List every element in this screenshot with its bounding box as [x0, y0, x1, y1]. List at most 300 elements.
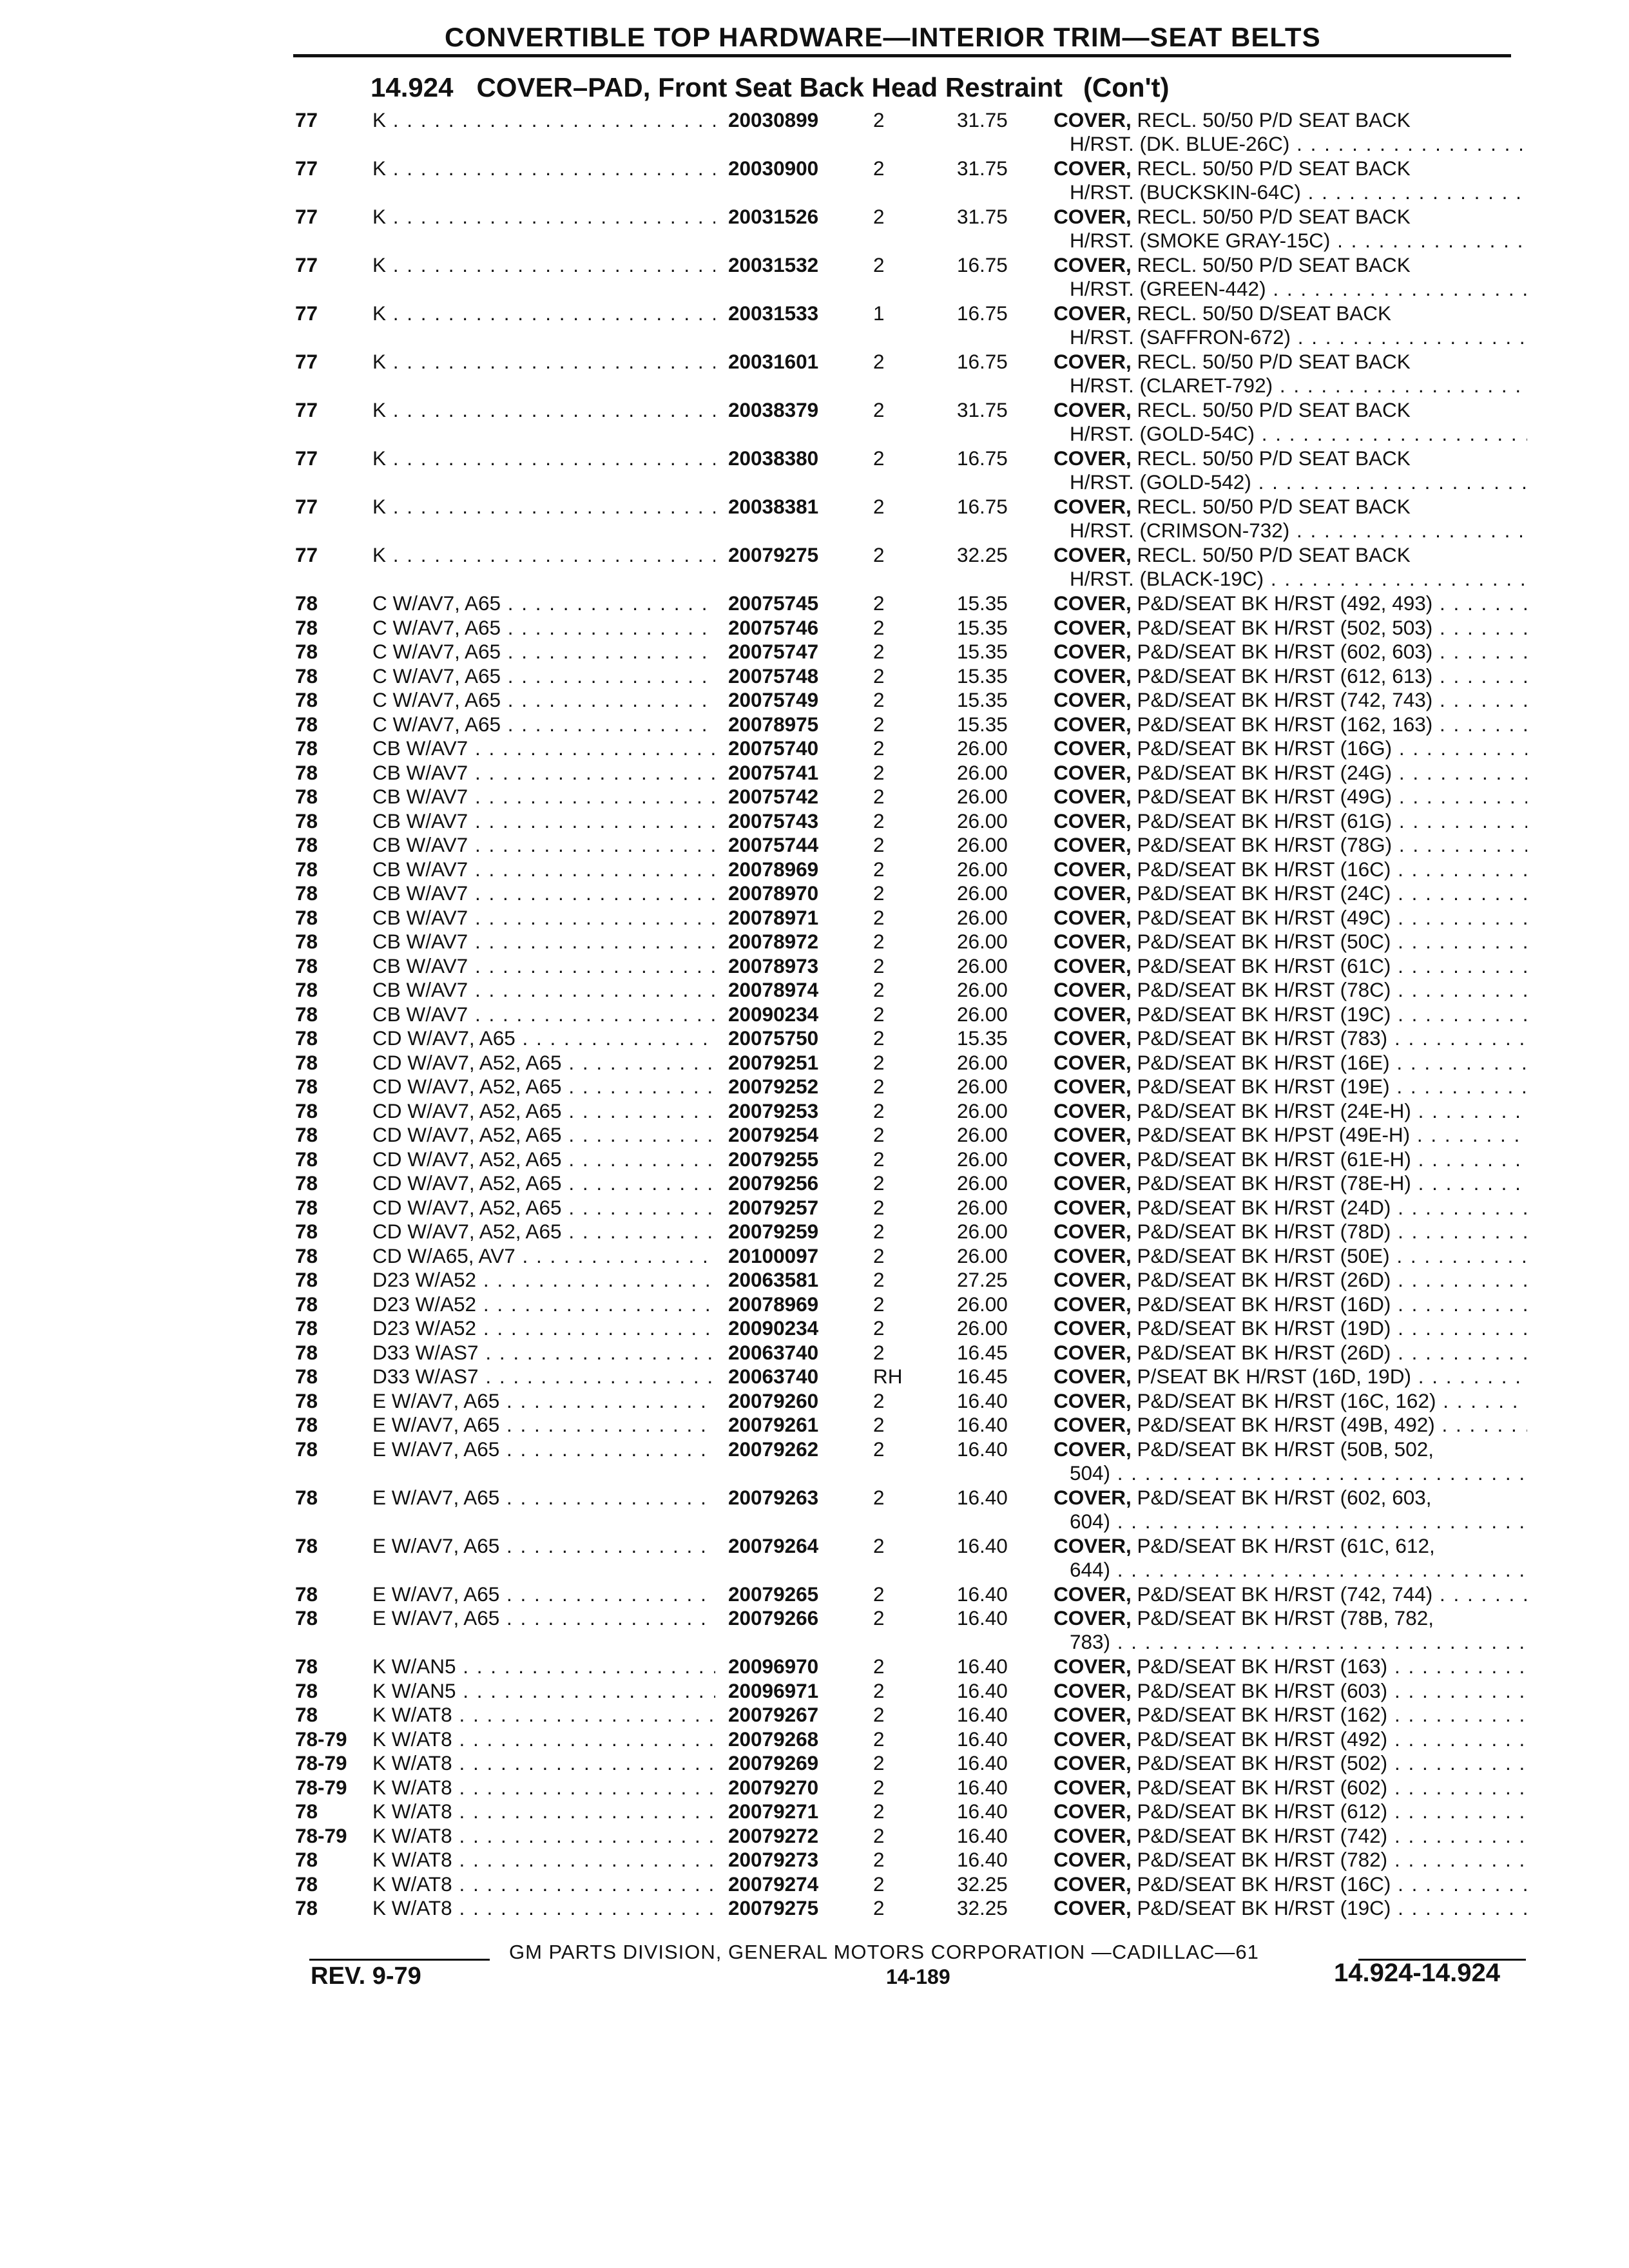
row-quantity: 2 [873, 688, 885, 711]
row-part-number: 20078975 [728, 712, 819, 736]
row-price: 15.35 [957, 664, 1008, 687]
row-quantity: 2 [873, 1147, 885, 1171]
table-row [290, 906, 1534, 930]
row-model: D23 W/A52 . . . [372, 1293, 1017, 1316]
row-quantity: 2 [873, 1896, 885, 1919]
table-row [290, 1703, 1534, 1727]
row-year: 78 [295, 712, 318, 736]
row-year: 78 [295, 1195, 318, 1219]
row-year: 78 [295, 1437, 318, 1461]
row-year: 78 [295, 1026, 318, 1050]
row-description-continued: H/RST. (GREEN-442) . . . [1070, 277, 1527, 301]
row-description [1054, 761, 1527, 785]
row-description-bold: COVER, [1054, 905, 1132, 929]
footer-section-range: 14.924-14.924 [1334, 1959, 1501, 1987]
row-part-number: 20031601 [728, 350, 819, 373]
table-row [290, 398, 1534, 447]
table-row [290, 640, 1534, 664]
row-description-bold: COVER, [1054, 1800, 1132, 1823]
row-year: 77 [295, 350, 318, 373]
row-part-number: 20079251 [728, 1050, 819, 1074]
row-quantity: 2 [873, 1050, 885, 1074]
table-row [290, 1655, 1534, 1679]
row-year: 78 [295, 1365, 318, 1388]
row-description-bold: COVER, [1054, 495, 1132, 518]
row-description [1054, 1486, 1527, 1510]
row-part-number: 20078971 [728, 905, 819, 929]
footer-rule-left [309, 1959, 490, 1961]
row-price: 31.75 [957, 205, 1008, 228]
row-description-text: RECL. 50/50 P/D SEAT BACK [1137, 350, 1411, 373]
row-part-number: 20090234 [728, 1316, 819, 1340]
row-price: 26.00 [957, 760, 1008, 784]
row-description [1054, 1389, 1527, 1413]
row-description-text: P&D/SEAT BK H/RST (50B, 502, [1137, 1437, 1434, 1461]
row-price: 16.45 [957, 1340, 1008, 1364]
row-description-bold: COVER, [1054, 615, 1132, 639]
row-description-text: P&D/SEAT BK H/RST (24C) [1137, 881, 1391, 905]
row-description-text: P&D/SEAT BK H/RST (61E-H) [1137, 1147, 1411, 1171]
row-model: K . . . [372, 543, 1017, 567]
row-description-text: RECL. 50/50 P/D SEAT BACK [1137, 108, 1411, 131]
row-year: 78 [295, 978, 318, 1001]
row-description-bold: COVER, [1054, 857, 1132, 881]
row-description-text: P&D/SEAT BK H/RST (16C) [1137, 857, 1391, 881]
row-description-text: P&D/SEAT BK H/RST (602, 603, [1137, 1485, 1432, 1509]
row-year: 78 [295, 1002, 318, 1026]
row-price: 27.25 [957, 1268, 1008, 1291]
row-description-bold: COVER, [1054, 1678, 1132, 1702]
row-model: CB W/AV7 . . . [372, 785, 1017, 809]
row-description-text: P&D/SEAT BK H/RST (162, 163) [1137, 712, 1433, 736]
row-quantity: 2 [873, 157, 885, 180]
row-part-number: 20030899 [728, 108, 819, 131]
row-year: 78 [295, 785, 318, 808]
row-quantity: 2 [873, 1437, 885, 1461]
row-description-bold: COVER, [1054, 785, 1132, 808]
row-price: 26.00 [957, 1171, 1008, 1195]
row-part-number: 20078969 [728, 1292, 819, 1316]
row-part-number: 20063740 [728, 1340, 819, 1364]
row-description-bold: COVER, [1054, 688, 1132, 711]
row-year: 78-79 [295, 1727, 347, 1751]
row-description-text: P&D/SEAT BK H/RST (78C) [1137, 978, 1391, 1001]
row-year: 77 [295, 157, 318, 180]
row-model: C W/AV7, A65 . . . [372, 664, 1017, 688]
section-continued: (Con't) [1083, 72, 1170, 102]
row-price: 16.40 [957, 1800, 1008, 1823]
row-model: D23 W/A52 . . . [372, 1268, 1017, 1292]
row-year: 78 [295, 833, 318, 856]
table-row [290, 495, 1534, 543]
row-price: 16.40 [957, 1533, 1008, 1557]
row-part-number: 20030900 [728, 157, 819, 180]
row-description [1054, 1896, 1527, 1920]
row-description-text: P&D/SEAT BK H/RST (492, 493) [1137, 591, 1433, 615]
row-quantity: 2 [873, 1316, 885, 1340]
row-part-number: 20075747 [728, 640, 819, 663]
row-quantity: 2 [873, 1026, 885, 1050]
row-description [1054, 1026, 1527, 1050]
table-row [290, 1486, 1534, 1534]
row-description-continued: H/RST. (GOLD-54C) . . . [1070, 422, 1527, 446]
row-price: 15.35 [957, 712, 1008, 736]
row-description [1054, 1824, 1527, 1848]
row-quantity: 2 [873, 1678, 885, 1702]
row-description [1054, 1655, 1527, 1678]
table-row [290, 1727, 1534, 1752]
row-description-bold: COVER, [1054, 1413, 1132, 1436]
row-year: 78 [295, 760, 318, 784]
row-price: 26.00 [957, 1123, 1008, 1146]
row-description [1054, 1171, 1527, 1195]
row-quantity: 2 [873, 785, 885, 808]
table-row [290, 881, 1534, 906]
row-year: 78 [295, 930, 318, 953]
table-row [290, 1341, 1534, 1365]
row-price: 15.35 [957, 640, 1008, 663]
row-description [1054, 1800, 1527, 1823]
row-description-bold: COVER, [1054, 881, 1132, 905]
row-model: CD W/AV7, A52, A65 . . . [372, 1123, 1017, 1147]
row-description-text: P&D/SEAT BK H/RST (16C) [1137, 1872, 1391, 1896]
row-description-continued: 604) . . . [1070, 1510, 1527, 1533]
row-price: 26.00 [957, 1195, 1008, 1219]
row-description-text: RECL. 50/50 P/D SEAT BACK [1137, 495, 1411, 518]
row-description-text: P&D/SEAT BK H/RST (49G) [1137, 785, 1393, 808]
row-description-bold: COVER, [1054, 930, 1132, 953]
row-quantity: 2 [873, 1606, 885, 1629]
row-quantity: 2 [873, 978, 885, 1001]
row-part-number: 20075746 [728, 615, 819, 639]
row-price: 26.00 [957, 1244, 1008, 1267]
row-description-text: P&D/SEAT BK H/RST (61G) [1137, 809, 1393, 832]
row-quantity: 2 [873, 1099, 885, 1122]
row-description [1054, 1606, 1527, 1630]
row-model: CD W/AV7, A52, A65 . . . [372, 1148, 1017, 1171]
row-description [1054, 205, 1527, 229]
row-model: K . . . [372, 253, 1017, 277]
row-model: K W/AT8 . . . [372, 1800, 1017, 1823]
row-model: E W/AV7, A65 . . . [372, 1534, 1017, 1558]
row-part-number: 20079274 [728, 1872, 819, 1896]
row-year: 78 [295, 809, 318, 832]
table-row [290, 713, 1534, 737]
row-description-continued: H/RST. (CRIMSON-732) . . . [1070, 519, 1527, 543]
row-part-number: 20079261 [728, 1413, 819, 1436]
row-description [1054, 736, 1527, 760]
row-description [1054, 591, 1527, 615]
row-description-text: P&D/SEAT BK H/RST (49B, 492) [1137, 1413, 1435, 1436]
row-model: C W/AV7, A65 . . . [372, 713, 1017, 736]
row-part-number: 20100097 [728, 1244, 819, 1267]
table-row [290, 1075, 1534, 1099]
row-model: K W/AT8 . . . [372, 1848, 1017, 1872]
title-rule [293, 54, 1511, 57]
row-description-text: P&D/SEAT BK H/RST (612) [1137, 1800, 1388, 1823]
row-year: 78 [295, 1244, 318, 1267]
row-model: CB W/AV7 . . . [372, 809, 1017, 833]
row-description-text: P&D/SEAT BK H/RST (782) [1137, 1848, 1388, 1871]
row-price: 15.35 [957, 688, 1008, 711]
row-description-text: P&D/SEAT BK H/RST (24G) [1137, 760, 1393, 784]
row-description-text: P&D/SEAT BK H/RST (742, 744) [1137, 1582, 1433, 1606]
row-quantity: 2 [873, 1075, 885, 1098]
row-quantity: 2 [873, 1268, 885, 1291]
table-row [290, 1268, 1534, 1293]
row-price: 16.40 [957, 1606, 1008, 1629]
table-row [290, 1003, 1534, 1027]
row-description-continued: H/RST. (SAFFRON-672) . . . [1070, 325, 1527, 349]
row-quantity: 2 [873, 1485, 885, 1509]
row-description-continued: H/RST. (DK. BLUE-26C) . . . [1070, 132, 1527, 156]
row-price: 16.40 [957, 1437, 1008, 1461]
row-quantity: 1 [873, 302, 885, 325]
row-model: K W/AT8 . . . [372, 1896, 1017, 1920]
row-description [1054, 809, 1527, 833]
row-price: 16.75 [957, 447, 1008, 470]
row-description-bold: COVER, [1054, 1582, 1132, 1606]
row-price: 26.00 [957, 736, 1008, 760]
row-description [1054, 954, 1527, 978]
row-model: CD W/AV7, A65 . . . [372, 1026, 1017, 1050]
row-description-text: P&D/SEAT BK H/RST (602) [1137, 1775, 1388, 1799]
row-price: 26.00 [957, 905, 1008, 929]
table-row [290, 447, 1534, 495]
row-description [1054, 1268, 1527, 1292]
row-model: CB W/AV7 . . . [372, 978, 1017, 1002]
row-part-number: 20038381 [728, 495, 819, 518]
row-quantity: 2 [873, 253, 885, 276]
row-year: 78 [295, 1340, 318, 1364]
row-description-bold: COVER, [1054, 398, 1132, 421]
row-year: 78 [295, 1533, 318, 1557]
row-description-bold: COVER, [1054, 1872, 1132, 1896]
row-year: 78 [295, 1413, 318, 1436]
row-description [1054, 1534, 1527, 1558]
row-quantity: 2 [873, 1413, 885, 1436]
row-part-number: 20079266 [728, 1606, 819, 1629]
row-description-text: P&D/SEAT BK H/RST (26D) [1137, 1268, 1391, 1291]
row-quantity: 2 [873, 615, 885, 639]
row-model: CB W/AV7 . . . [372, 930, 1017, 954]
row-part-number: 20078969 [728, 857, 819, 881]
row-description [1054, 108, 1527, 132]
row-description-bold: COVER, [1054, 640, 1132, 663]
row-quantity: 2 [873, 809, 885, 832]
row-description-text: P&D/SEAT BK H/RST (502, 503) [1137, 615, 1433, 639]
row-quantity: 2 [873, 1171, 885, 1195]
row-year: 78-79 [295, 1775, 347, 1799]
row-year: 77 [295, 495, 318, 518]
footer-revision: REV. 9-79 [311, 1963, 421, 1990]
row-year: 77 [295, 447, 318, 470]
section-title: COVER–PAD, Front Seat Back Head Restraint [476, 72, 1063, 102]
row-description-bold: COVER, [1054, 157, 1132, 180]
row-year: 78 [295, 1075, 318, 1098]
table-row [290, 1171, 1534, 1196]
row-description-continued: 783) . . . [1070, 1630, 1527, 1654]
row-description-bold: COVER, [1054, 1268, 1132, 1291]
row-model: D33 W/AS7 . . . [372, 1365, 1017, 1389]
row-description [1054, 858, 1527, 881]
row-model: K W/AT8 . . . [372, 1776, 1017, 1800]
row-description-bold: COVER, [1054, 108, 1132, 131]
table-row [290, 350, 1534, 398]
row-description-bold: COVER, [1054, 1485, 1132, 1509]
table-row [290, 1534, 1534, 1582]
row-description-continued: H/RST. (SMOKE GRAY-15C) . . . [1070, 229, 1527, 253]
row-description [1054, 543, 1527, 567]
row-part-number: 20079269 [728, 1751, 819, 1774]
table-row [290, 664, 1534, 689]
row-quantity: 2 [873, 1848, 885, 1871]
row-part-number: 20063581 [728, 1268, 819, 1291]
row-model: CB W/AV7 . . . [372, 761, 1017, 785]
row-description-bold: COVER, [1054, 543, 1132, 566]
table-row [290, 736, 1534, 761]
row-description-bold: COVER, [1054, 760, 1132, 784]
row-year: 78 [295, 1220, 318, 1243]
row-description-continued: H/RST. (BUCKSKIN-64C) . . . [1070, 180, 1527, 204]
row-price: 26.00 [957, 1050, 1008, 1074]
row-quantity: 2 [873, 495, 885, 518]
row-price: 26.00 [957, 785, 1008, 808]
row-year: 78 [295, 1292, 318, 1316]
row-description-bold: COVER, [1054, 664, 1132, 687]
row-price: 16.40 [957, 1678, 1008, 1702]
row-part-number: 20075749 [728, 688, 819, 711]
row-description [1054, 1437, 1527, 1461]
row-model: K W/AN5 . . . [372, 1655, 1017, 1678]
row-part-number: 20031532 [728, 253, 819, 276]
row-price: 26.00 [957, 833, 1008, 856]
row-description [1054, 398, 1527, 422]
row-quantity: 2 [873, 447, 885, 470]
row-year: 78 [295, 1485, 318, 1509]
row-year: 78 [295, 1848, 318, 1871]
row-part-number: 20031533 [728, 302, 819, 325]
row-part-number: 20079254 [728, 1123, 819, 1146]
row-price: 31.75 [957, 108, 1008, 131]
row-quantity: 2 [873, 1751, 885, 1774]
row-quantity: 2 [873, 954, 885, 977]
row-year: 78 [295, 688, 318, 711]
row-description-continued: H/RST. (BLACK-19C) . . . [1070, 567, 1527, 591]
row-model: K . . . [372, 302, 1017, 325]
row-description-bold: COVER, [1054, 1220, 1132, 1243]
row-description-bold: COVER, [1054, 1823, 1132, 1847]
table-row [290, 1365, 1534, 1389]
row-price: 16.40 [957, 1775, 1008, 1799]
row-part-number: 20075741 [728, 760, 819, 784]
row-model: K . . . [372, 350, 1017, 374]
footer-page-number: 14-189 [886, 1965, 950, 1988]
row-description [1054, 688, 1527, 712]
row-year: 77 [295, 205, 318, 228]
row-description [1054, 1220, 1527, 1244]
row-description [1054, 350, 1527, 374]
row-description-text: P&D/SEAT BK H/RST (603) [1137, 1678, 1388, 1702]
row-model: D33 W/AS7 . . . [372, 1341, 1017, 1365]
row-price: 32.25 [957, 1896, 1008, 1919]
row-part-number: 20079252 [728, 1075, 819, 1098]
row-quantity: 2 [873, 1703, 885, 1726]
row-description [1054, 1051, 1527, 1075]
row-year: 78 [295, 1050, 318, 1074]
row-price: 26.00 [957, 1220, 1008, 1243]
row-price: 16.75 [957, 495, 1008, 518]
row-part-number: 20090234 [728, 1002, 819, 1026]
row-model: K . . . [372, 108, 1017, 132]
row-description-bold: COVER, [1054, 736, 1132, 760]
row-description [1054, 906, 1527, 930]
row-model: CB W/AV7 . . . [372, 833, 1017, 857]
table-row [290, 1848, 1534, 1872]
row-description-text: P&D/SEAT BK H/RST (612, 613) [1137, 664, 1433, 687]
row-description [1054, 1075, 1527, 1099]
row-description [1054, 664, 1527, 688]
row-description [1054, 1751, 1527, 1775]
row-model: K . . . [372, 398, 1017, 422]
row-model: C W/AV7, A65 . . . [372, 640, 1017, 664]
row-year: 78-79 [295, 1751, 347, 1774]
row-year: 78 [295, 1872, 318, 1896]
row-description [1054, 881, 1527, 905]
row-description-text: P&D/SEAT BK H/RST (602, 603) [1137, 640, 1433, 663]
row-price: 26.00 [957, 1316, 1008, 1340]
row-description-continued: 504) . . . [1070, 1461, 1527, 1485]
row-quantity: 2 [873, 1123, 885, 1146]
row-part-number: 20079273 [728, 1848, 819, 1871]
row-model: CD W/AV7, A52, A65 . . . [372, 1171, 1017, 1195]
row-year: 77 [295, 302, 318, 325]
row-description-bold: COVER, [1054, 1703, 1132, 1726]
row-description-continued: H/RST. (CLARET-792) . . . [1070, 374, 1527, 398]
row-description [1054, 1003, 1527, 1026]
parts-list [290, 108, 1534, 1921]
row-description-text: RECL. 50/50 P/D SEAT BACK [1137, 447, 1411, 470]
row-year: 78 [295, 736, 318, 760]
row-part-number: 20079263 [728, 1485, 819, 1509]
row-description-text: P&D/SEAT BK H/RST (742) [1137, 1823, 1388, 1847]
row-model: CB W/AV7 . . . [372, 736, 1017, 760]
row-description [1054, 930, 1527, 954]
section-heading [371, 72, 1170, 103]
row-part-number: 20075740 [728, 736, 819, 760]
row-model: CD W/AV7, A52, A65 . . . [372, 1051, 1017, 1075]
row-description-text: P&D/SEAT BK H/RST (78D) [1137, 1220, 1391, 1243]
row-description-text: P&D/SEAT BK H/RST (783) [1137, 1026, 1388, 1050]
row-quantity: 2 [873, 1292, 885, 1316]
table-row [290, 543, 1534, 591]
row-price: 26.00 [957, 930, 1008, 953]
table-row [290, 1582, 1534, 1607]
table-row [290, 1220, 1534, 1244]
row-year: 78-79 [295, 1823, 347, 1847]
table-row [290, 858, 1534, 882]
table-row [290, 930, 1534, 954]
row-description-bold: COVER, [1054, 447, 1132, 470]
row-price: 26.00 [957, 1002, 1008, 1026]
row-description [1054, 616, 1527, 640]
row-model: K W/AT8 . . . [372, 1872, 1017, 1896]
row-description-bold: COVER, [1054, 978, 1132, 1001]
row-quantity: 2 [873, 1533, 885, 1557]
row-quantity: 2 [873, 108, 885, 131]
row-quantity: 2 [873, 1244, 885, 1267]
page-title: CONVERTIBLE TOP HARDWARE—INTERIOR TRIM—SEAT BELTS [445, 22, 1321, 52]
